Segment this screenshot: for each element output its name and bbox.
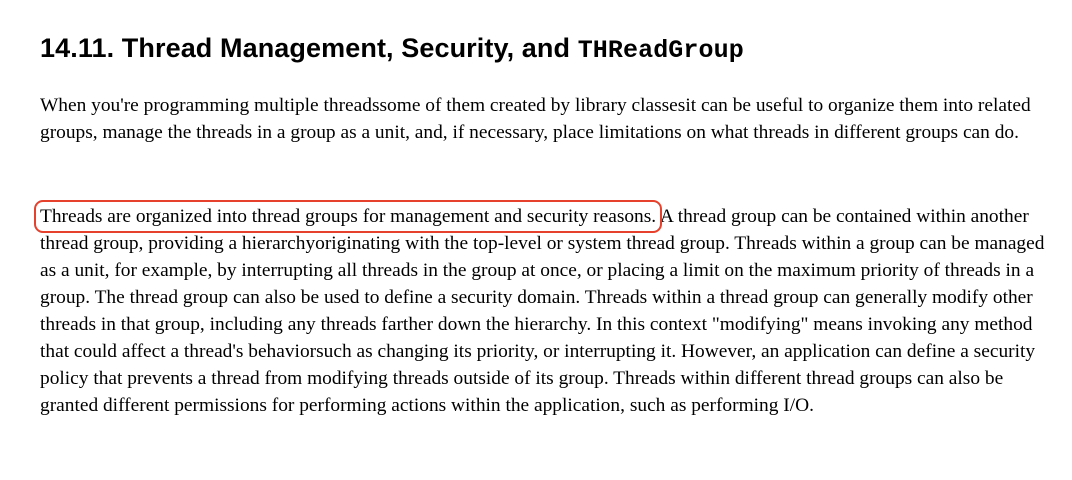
section-heading-code: THReadGroup xyxy=(577,36,744,65)
section-heading xyxy=(40,28,1060,71)
paragraph-body-text: A thread group can be contained within another thread group, providing a hierarchyoriginating with the top-level or system thread group. Threads within a group can be managed as a unit, for example, by interrupting all threads in the group at once, or placing a limit on the maximum priority of threads in a group. The thread group can also be used to define a security domain. Threads within a thread group can generally modify other threads in that group, including any threads farther down the hierarchy. In this context "modifying" means invoking any method that could affect a thread's behaviorsuch as changing its priority, or interrupting it. However, an application can define a security policy that prevents a thread from modifying threads outside of its group. Threads within different thread groups can also be granted different permissions for performing actions within the application, such as performing I/O. xyxy=(40,206,1045,416)
section-heading-text: 14.11. Thread Management, Security, and xyxy=(40,33,578,63)
paragraph-intro: When you're programming multiple threadssome of them created by library classesit can be useful to organize them into related groups, manage the threads in a group as a unit, and, if necessary, place limitations on what threads in different groups can do. xyxy=(40,95,1031,143)
document-page xyxy=(40,28,1060,416)
highlighted-sentence: Threads are organized into thread groups for management and security reasons. xyxy=(40,206,657,227)
paragraph-thread-groups xyxy=(40,203,1065,419)
